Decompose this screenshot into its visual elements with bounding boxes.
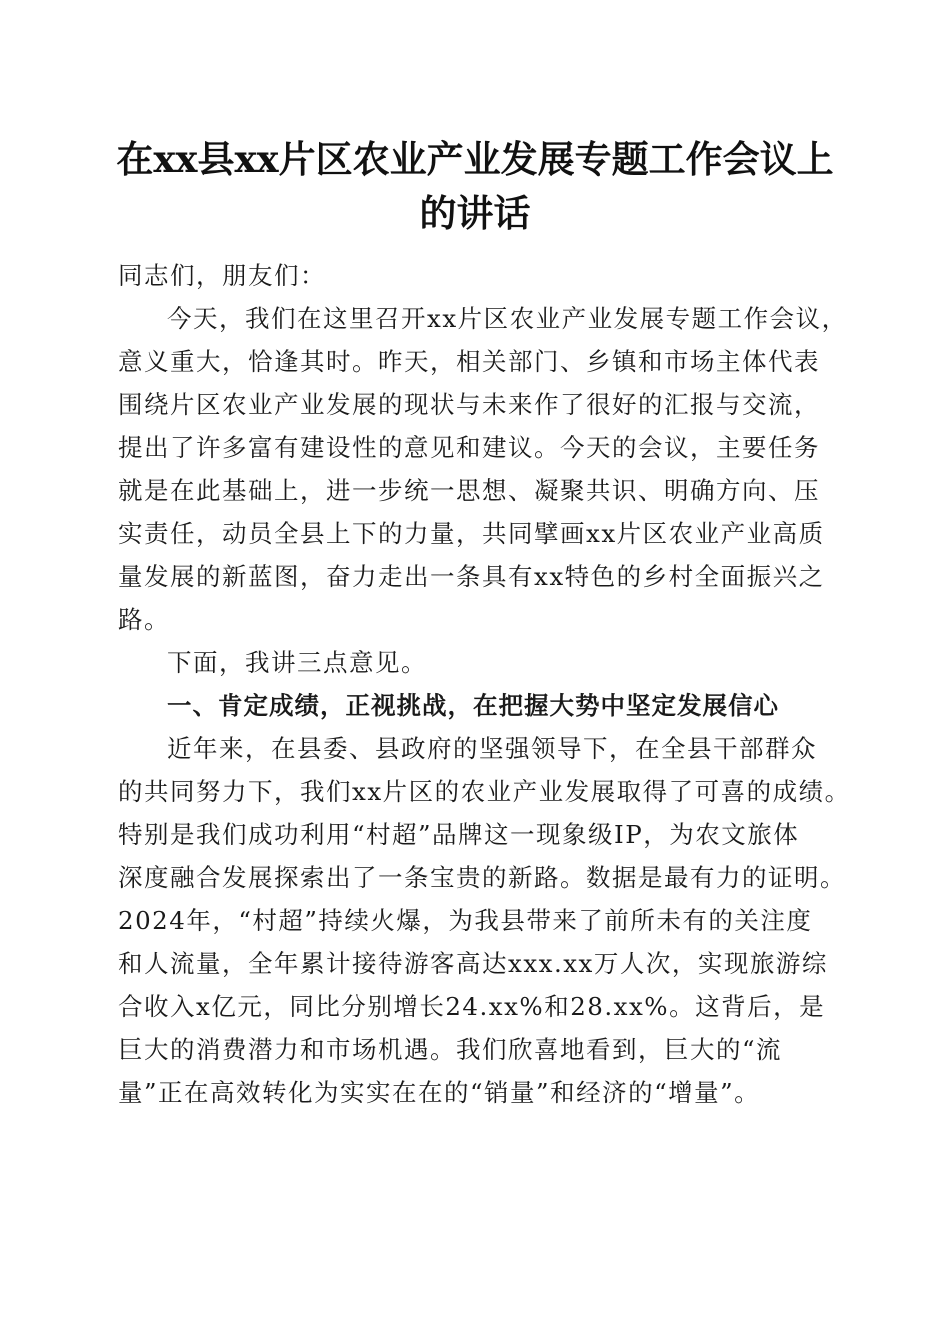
paragraph-line: 合收入x亿元，同比分别增长24.xx%和28.xx%。这背后，是 (118, 992, 826, 1021)
title-line-2: 的讲话 (419, 191, 531, 235)
paragraph-line: 量发展的新蓝图，奋力走出一条具有xx特色的乡村全面振兴之 (118, 562, 825, 591)
paragraph-line: 实责任，动员全县上下的力量，共同擘画xx片区农业产业高质 (118, 519, 825, 548)
paragraph-transition (118, 641, 838, 684)
document-body (118, 254, 851, 1114)
salutation (118, 254, 838, 297)
document-title (110, 132, 840, 240)
paragraph-line: 特别是我们成功利用“村超”品牌这一现象级IP，为农文旅体 (118, 820, 800, 849)
section-heading-1 (118, 684, 838, 727)
paragraph-line: 量”正在高效转化为实实在在的“销量”和经济的“增量”。 (118, 1078, 761, 1107)
paragraph-line: 巨大的消费潜力和市场机遇。我们欣喜地看到，巨大的“流 (118, 1035, 783, 1064)
paragraph-line: 路。 (118, 605, 170, 634)
paragraph-line: 就是在此基础上，进一步统一思想、凝聚共识、明确方向、压 (118, 476, 820, 505)
paragraph-line: 意义重大，恰逢其时。昨天，相关部门、乡镇和市场主体代表 (118, 347, 820, 376)
paragraph-line: 围绕片区农业产业发展的现状与未来作了很好的汇报与交流， (118, 390, 820, 419)
title-line-1: 在xx县xx片区农业产业发展专题工作会议上 (116, 137, 834, 181)
paragraph-line: 近年来，在县委、县政府的坚强领导下，在全县干部群众 (167, 734, 817, 763)
paragraph-line: 深度融合发展探索出了一条宝贵的新路。数据是最有力的证明。 (118, 863, 846, 892)
paragraph-line: 2024年，“村超”持续火爆，为我县带来了前所未有的关注度 (118, 906, 813, 935)
paragraph-line: 今天，我们在这里召开xx片区农业产业发展专题工作会议， (167, 304, 848, 333)
salutation-text: 同志们，朋友们： (118, 261, 326, 290)
paragraph-line: 提出了许多富有建设性的意见和建议。今天的会议，主要任务 (118, 433, 820, 462)
paragraph-line: 和人流量，全年累计接待游客高达xxx.xx万人次，实现旅游综 (118, 949, 828, 978)
paragraph-line: 下面，我讲三点意见。 (167, 648, 427, 677)
paragraph-opening (118, 297, 848, 641)
paragraph-achievements (118, 727, 851, 1114)
paragraph-line: 的共同努力下，我们xx片区的农业产业发展取得了可喜的成绩。 (118, 777, 851, 806)
section-heading-text: 一、肯定成绩，正视挑战，在把握大势中坚定发展信心 (167, 691, 779, 720)
